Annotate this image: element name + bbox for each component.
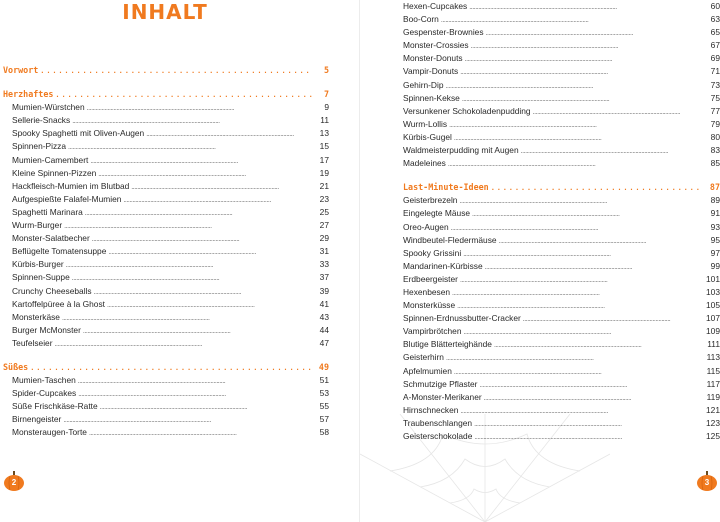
toc-page-number: 125 — [706, 431, 720, 441]
toc-entry-title: A-Monster-Merikaner — [403, 391, 482, 402]
toc-section — [403, 181, 720, 194]
toc-section — [3, 361, 329, 374]
toc-entry — [3, 311, 329, 324]
toc-page-number: 83 — [710, 145, 720, 156]
toc-page-number: 87 — [709, 182, 720, 193]
toc-entry — [3, 337, 329, 350]
toc-page-number: 101 — [706, 273, 720, 284]
toc-entry — [403, 118, 720, 131]
toc-entry — [403, 52, 720, 65]
toc-page-number: 91 — [710, 208, 720, 219]
toc-entry-title: Spooky Grissini — [403, 247, 462, 258]
toc-entry-title: Oreo-Augen — [403, 221, 449, 232]
toc-entry — [3, 232, 329, 245]
toc-page-number: 111 — [707, 339, 720, 350]
toc-spacer — [3, 77, 329, 88]
toc-page-number: 29 — [319, 233, 329, 244]
toc-section — [3, 64, 329, 77]
toc-leader-dots — [55, 338, 313, 351]
toc-page-number: 47 — [319, 337, 329, 348]
toc-page-number: 121 — [706, 404, 720, 415]
toc-page-number: 53 — [319, 388, 329, 399]
toc-entry — [403, 299, 720, 312]
toc-entry — [403, 144, 720, 157]
toc-entry — [3, 298, 329, 311]
toc-entry — [3, 400, 329, 413]
toc-entry-title: Windbeutel-Fledermäuse — [403, 234, 497, 245]
toc-entry-title: Waldmeisterpudding mit Augen — [403, 145, 519, 156]
toc-entry — [3, 167, 329, 180]
toc-page-number: 67 — [710, 40, 720, 51]
toc-page-number: 80 — [710, 131, 720, 142]
toc-entry — [403, 26, 720, 39]
toc-entry-title: Süße Frischkäse-Ratte — [12, 401, 98, 412]
toc-page-number: 65 — [710, 27, 720, 38]
toc-page-number: 93 — [710, 221, 720, 232]
right-page — [360, 0, 720, 522]
toc-page-number: 95 — [710, 234, 720, 245]
toc-entry — [403, 194, 720, 207]
toc-entry-title: Hexenbesen — [403, 286, 451, 297]
page-title: INHALT — [122, 0, 208, 24]
page-number-left: 2 — [11, 478, 17, 487]
toc-entry — [403, 207, 720, 220]
toc-entry-title: Vampirbrötchen — [403, 326, 462, 337]
toc-section — [3, 88, 329, 101]
toc-entry-title: Herzhaftes — [3, 89, 54, 100]
toc-page-number: 75 — [710, 92, 720, 103]
toc-entry-title: Aufgespießte Falafel-Mumien — [12, 193, 122, 204]
toc-page-number: 17 — [319, 154, 329, 165]
toc-page-number: 7 — [323, 89, 329, 100]
toc-entry-title: Mandarinen-Kürbisse — [403, 260, 483, 271]
toc-entry — [3, 219, 329, 232]
toc-entry — [3, 193, 329, 206]
toc-leader-dots — [40, 65, 312, 78]
toc-page-number: 43 — [319, 311, 329, 322]
toc-entry-title: Spinnen-Kekse — [403, 92, 460, 103]
toc-entry-title: Kürbis-Gugel — [403, 131, 452, 142]
toc-entry-title: Blutige Blätterteighände — [403, 339, 492, 350]
toc-page-number: 37 — [319, 272, 329, 283]
toc-entry-title: Madeleines — [403, 158, 446, 169]
toc-entry-title: Spinnen-Pizza — [12, 141, 67, 152]
page-number-right: 3 — [704, 478, 710, 487]
toc-page-number: 69 — [710, 53, 720, 64]
toc-entry-title: Last-Minute-Ideen — [403, 182, 489, 193]
toc-page-number: 85 — [710, 158, 720, 169]
toc-page-number: 11 — [320, 115, 329, 126]
toc-entry — [403, 378, 720, 391]
toc-right — [403, 0, 720, 443]
toc-entry — [3, 180, 329, 193]
toc-entry — [403, 92, 720, 105]
toc-entry — [403, 273, 720, 286]
toc-entry — [3, 374, 329, 387]
toc-entry-title: Boo-Corn — [403, 14, 439, 25]
toc-entry — [3, 413, 329, 426]
toc-page-number: 119 — [706, 391, 720, 402]
toc-entry-title: Monsteraugen-Torte — [12, 427, 87, 438]
toc-entry-title: Kleine Spinnen-Pizzen — [12, 167, 97, 178]
toc-page-number: 109 — [706, 326, 720, 337]
toc-page-number: 123 — [706, 417, 720, 428]
toc-page-number: 99 — [710, 260, 720, 271]
toc-entry-title: Sellerie-Snacks — [12, 115, 71, 126]
toc-entry-title: Monsterküsse — [403, 300, 456, 311]
toc-entry — [3, 271, 329, 284]
toc-entry-title: Mumien-Camembert — [12, 154, 89, 165]
toc-page-number: 71 — [710, 66, 720, 77]
toc-page-number: 27 — [319, 220, 329, 231]
toc-entry-title: Vorwort — [3, 65, 39, 75]
toc-page-number: 107 — [706, 313, 720, 324]
toc-entry-title: Versunkener Schokoladenpudding — [403, 105, 531, 116]
toc-entry-title: Crunchy Cheeseballs — [12, 285, 92, 296]
toc-entry-title: Beflügelte Tomatensuppe — [12, 246, 107, 257]
toc-page-number: 23 — [319, 193, 329, 204]
toc-entry-title: Teufelseier — [12, 337, 53, 348]
toc-entry — [403, 0, 720, 13]
toc-entry — [3, 324, 329, 337]
toc-leader-dots — [474, 431, 703, 444]
toc-entry — [403, 79, 720, 92]
toc-entry — [403, 351, 720, 364]
toc-entry — [403, 247, 720, 260]
toc-entry-title: Monsterkäse — [12, 311, 60, 322]
toc-page-number: 21 — [319, 180, 329, 191]
toc-entry-title: Kürbis-Burger — [12, 259, 64, 270]
toc-entry-title: Wurm-Burger — [12, 220, 63, 231]
toc-page-number: 63 — [710, 14, 720, 25]
toc-page-number: 5 — [323, 65, 329, 75]
toc-entry — [3, 285, 329, 298]
toc-page-number: 39 — [319, 285, 329, 296]
toc-entry-title: Spinnen-Suppe — [12, 272, 70, 283]
toc-entry-title: Spooky Spaghetti mit Oliven-Augen — [12, 128, 145, 139]
toc-entry — [403, 221, 720, 234]
toc-entry — [3, 114, 329, 127]
toc-leader-dots — [448, 158, 703, 171]
toc-entry-title: Süßes — [3, 361, 29, 372]
toc-page-number: 60 — [710, 1, 720, 11]
toc-entry-title: Schmutzige Pflaster — [403, 378, 478, 389]
toc-entry — [3, 101, 329, 114]
toc-entry-title: Wurm-Lollis — [403, 118, 448, 129]
toc-page-number: 19 — [319, 167, 329, 178]
toc-entry-title: Eingelegte Mäuse — [403, 208, 471, 219]
toc-entry-title: Burger McMonster — [12, 324, 81, 335]
toc-entry-title: Spinnen-Erdnussbutter-Cracker — [403, 313, 521, 324]
toc-page-number: 89 — [710, 195, 720, 206]
toc-entry-title: Hexen-Cupcakes — [403, 1, 468, 11]
toc-entry — [403, 365, 720, 378]
toc-entry-title: Spider-Cupcakes — [12, 388, 77, 399]
toc-entry-title: Vampir-Donuts — [403, 66, 459, 77]
toc-entry-title: Hackfleisch-Mumien im Blutbad — [12, 180, 130, 191]
toc-entry — [3, 245, 329, 258]
toc-page-number: 113 — [706, 352, 720, 363]
toc-entry — [403, 325, 720, 338]
toc-left — [3, 64, 329, 440]
toc-entry-title: Gehirn-Dip — [403, 79, 444, 90]
toc-entry-title: Monster-Donuts — [403, 53, 463, 64]
toc-entry — [403, 131, 720, 144]
toc-page-number: 115 — [706, 365, 720, 376]
toc-spacer — [3, 350, 329, 361]
toc-entry — [403, 105, 720, 118]
toc-page-number: 105 — [706, 300, 720, 311]
toc-entry — [403, 312, 720, 325]
toc-entry-title: Gespenster-Brownies — [403, 27, 484, 38]
toc-entry — [403, 430, 720, 443]
toc-page-number: 13 — [319, 128, 329, 139]
toc-entry — [3, 258, 329, 271]
toc-page-number: 58 — [319, 427, 329, 438]
toc-entry — [3, 127, 329, 140]
toc-page-number: 41 — [319, 298, 329, 309]
toc-entry-title: Hirnschnecken — [403, 404, 459, 415]
toc-entry — [403, 417, 720, 430]
toc-entry — [3, 140, 329, 153]
toc-entry — [3, 154, 329, 167]
toc-entry — [403, 260, 720, 273]
toc-entry — [403, 65, 720, 78]
toc-page-number: 49 — [318, 361, 329, 372]
toc-page-number: 25 — [319, 206, 329, 217]
toc-entry-title: Traubenschlangen — [403, 417, 473, 428]
toc-entry — [403, 13, 720, 26]
toc-page-number: 33 — [319, 259, 329, 270]
toc-entry — [3, 387, 329, 400]
toc-page-number: 15 — [319, 141, 329, 152]
toc-entry — [403, 157, 720, 170]
toc-entry-title: Mumien-Taschen — [12, 375, 76, 386]
toc-page-number: 57 — [319, 414, 329, 425]
toc-page-number: 97 — [710, 247, 720, 258]
toc-entry-title: Mumien-Würstchen — [12, 102, 85, 113]
toc-page-number: 44 — [319, 324, 329, 335]
toc-entry — [403, 338, 720, 351]
toc-leader-dots — [89, 427, 312, 440]
toc-page-number: 79 — [710, 118, 720, 129]
toc-page-number: 117 — [706, 378, 720, 389]
toc-entry — [3, 206, 329, 219]
toc-entry — [403, 391, 720, 404]
toc-page-number: 77 — [710, 105, 720, 116]
toc-entry-title: Spaghetti Marinara — [12, 206, 83, 217]
toc-entry — [403, 234, 720, 247]
toc-entry — [403, 286, 720, 299]
toc-entry — [3, 426, 329, 439]
toc-page-number: 103 — [706, 286, 720, 297]
toc-entry-title: Birnengeister — [12, 414, 62, 425]
toc-page-number: 55 — [319, 401, 329, 412]
toc-entry — [403, 404, 720, 417]
toc-entry-title: Kartoffelpüree à la Ghost — [12, 298, 105, 309]
toc-entry-title: Geisterbrezeln — [403, 195, 458, 206]
toc-page-number: 73 — [710, 79, 720, 90]
toc-entry-title: Apfelmumien — [403, 365, 452, 376]
toc-entry — [403, 39, 720, 52]
toc-page-number: 9 — [324, 102, 329, 113]
toc-page-number: 31 — [319, 246, 329, 257]
toc-entry-title: Geisterhirn — [403, 352, 444, 363]
toc-page-number: 51 — [319, 375, 329, 386]
toc-spacer — [403, 170, 720, 181]
toc-entry-title: Geisterschokolade — [403, 431, 473, 441]
toc-entry-title: Erdbeergeister — [403, 273, 458, 284]
toc-entry-title: Monster-Salatbecher — [12, 233, 90, 244]
toc-entry-title: Monster-Crossies — [403, 40, 469, 51]
